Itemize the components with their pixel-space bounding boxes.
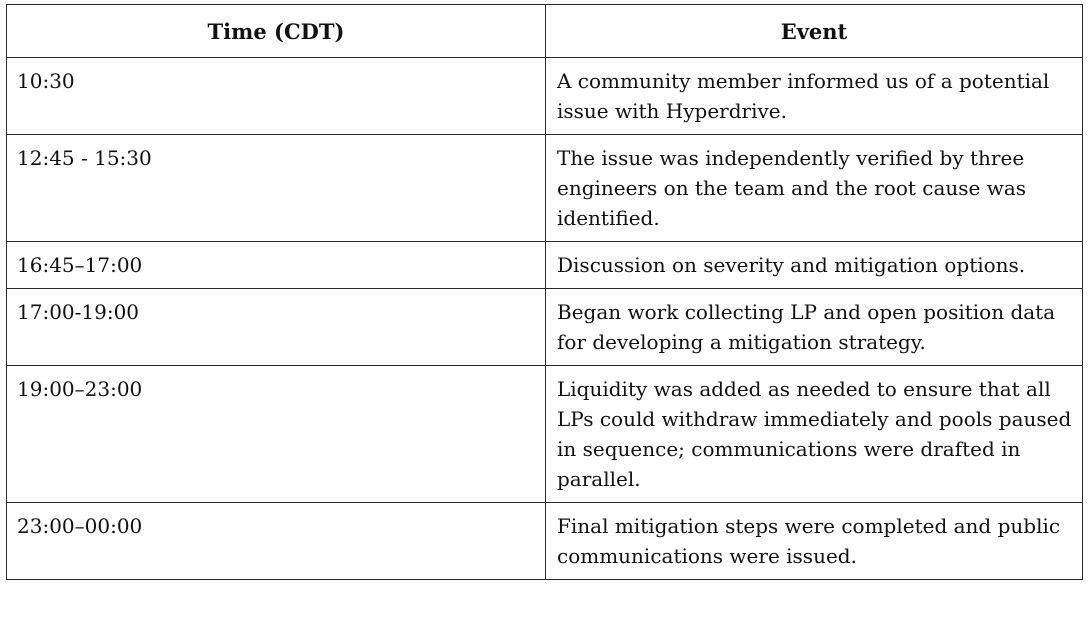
table-row (7, 242, 1083, 289)
time-cell: 10:30 (7, 58, 546, 135)
time-cell: 16:45–17:00 (7, 242, 546, 289)
table-row (7, 366, 1083, 503)
table-row (7, 289, 1083, 366)
event-cell: The issue was independently verified by three engineers on the team and the root cause was identified. (546, 135, 1083, 242)
table-row (7, 58, 1083, 135)
event-cell: Discussion on severity and mitigation options. (546, 242, 1083, 289)
time-cell: 12:45 - 15:30 (7, 135, 546, 242)
event-cell: Began work collecting LP and open position data for developing a mitigation strategy. (546, 289, 1083, 366)
event-cell: A community member informed us of a potential issue with Hyperdrive. (546, 58, 1083, 135)
event-cell: Final mitigation steps were completed and public communications were issued. (546, 503, 1083, 580)
table-row (7, 135, 1083, 242)
header-event: Event (546, 5, 1083, 58)
incident-timeline-table (6, 4, 1083, 580)
time-cell: 23:00–00:00 (7, 503, 546, 580)
table-row (7, 503, 1083, 580)
event-cell: Liquidity was added as needed to ensure that all LPs could withdraw immediately and pools paused in sequence; communications were drafted in parallel. (546, 366, 1083, 503)
time-cell: 19:00–23:00 (7, 366, 546, 503)
header-time: Time (CDT) (7, 5, 546, 58)
time-cell: 17:00-19:00 (7, 289, 546, 366)
table-header-row (7, 5, 1083, 58)
